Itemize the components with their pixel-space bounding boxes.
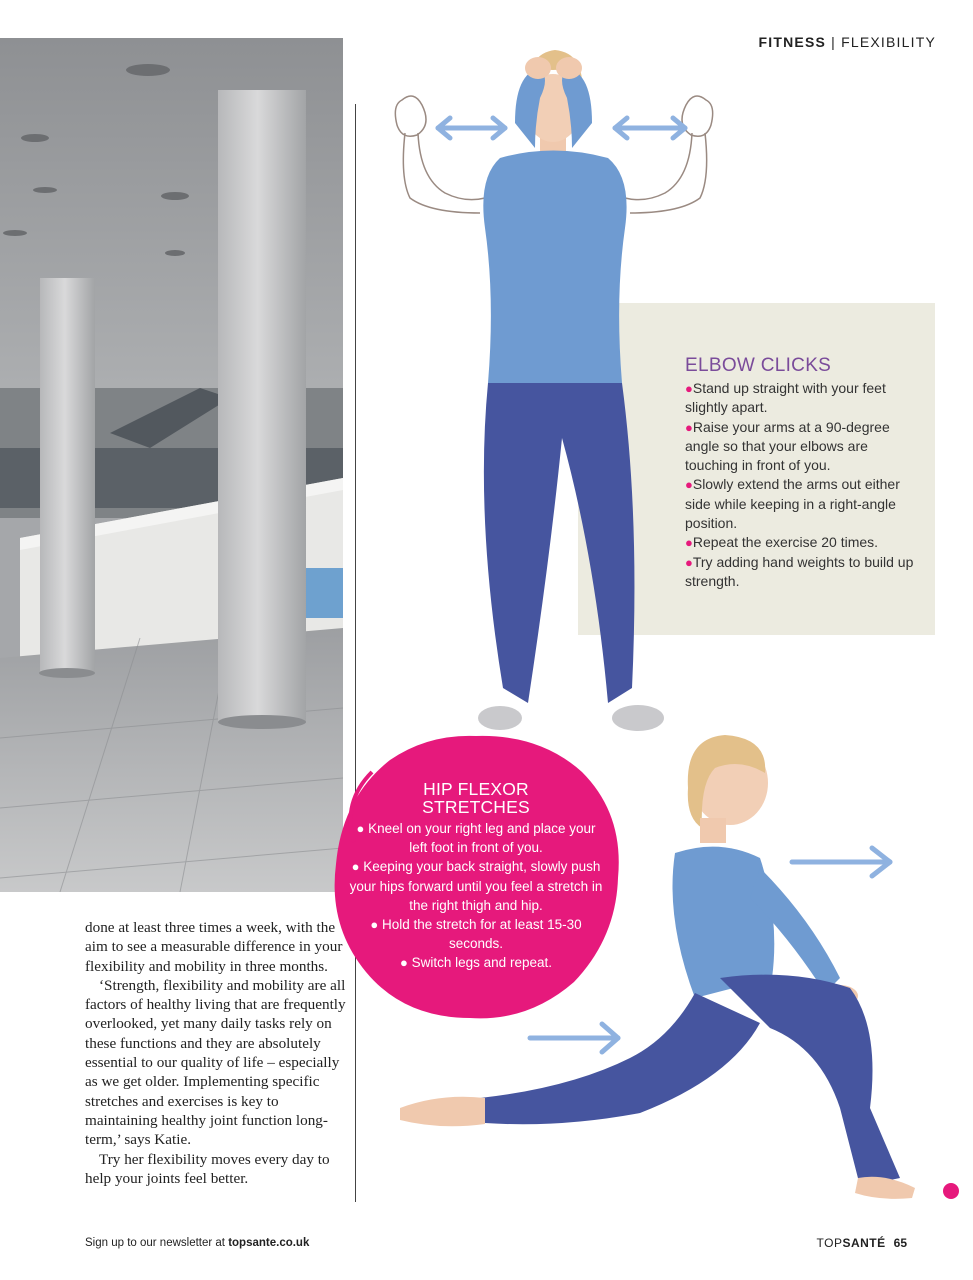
standing-woman-illustration (395, 50, 712, 731)
hip-flexor-steps (347, 819, 605, 973)
subsection-label: FLEXIBILITY (841, 34, 936, 50)
brand-name-part2: SANTÉ (842, 1236, 886, 1250)
elbow-clicks-title: ELBOW CLICKS (685, 355, 832, 376)
building-interior-photo (0, 38, 343, 892)
step-text: Try adding hand weights to build up strength. (685, 553, 914, 589)
step-text: Slowly extend the arms out either side while keeping in a right-angle position. (685, 476, 900, 532)
photo-image (0, 38, 343, 892)
bullet-icon: ● (685, 419, 693, 435)
hip-flexor-text (347, 780, 605, 973)
step-text: Stand up straight with your feet slightly apart. (685, 380, 886, 416)
bullet-icon: ● (400, 955, 408, 971)
step-text: Switch legs and repeat. (411, 955, 552, 971)
folio (817, 1236, 907, 1250)
body-paragraph: Try her flexibility moves every day to help your joints feel better. (85, 1150, 330, 1187)
brand-name-part1: TOP (816, 1236, 843, 1250)
page-number: 65 (893, 1236, 907, 1250)
newsletter-prefix: Sign up to our newsletter at (85, 1237, 229, 1249)
step-text: Keeping your back straight, slowly push your hips forward until you feel a stretch in the right thigh and hip. (349, 859, 603, 913)
hip-flexor-title-line2: STRETCHES (422, 797, 530, 817)
header-separator: | (826, 34, 842, 50)
newsletter-link[interactable]: topsante.co.uk (228, 1237, 310, 1249)
bullet-icon: ● (351, 859, 360, 875)
illustration-canvas (340, 38, 973, 1238)
bullet-icon: ● (356, 821, 365, 836)
bullet-icon: ● (370, 917, 379, 933)
bullet-icon: ● (685, 381, 693, 396)
hip-flexor-title-line1: HIP FLEXOR (423, 779, 529, 799)
bullet-icon: ● (685, 535, 693, 551)
step-text: Hold the stretch for at least 15-30 seconds. (382, 917, 582, 952)
body-paragraph: done at least three times a week, with the aim to see a measurable difference in your flexibility and mobility in three months. (85, 919, 343, 975)
body-paragraph: ‘Strength, flexibility and mobility are all factors of healthy living that are frequently overlooked, yet many daily tasks rely on these functions and they are absolutely essential to our quality of life – especially as we get older. Implementing specific stretches and exercises is key to maintaining healthy joint function long-term,’ says Katie. (85, 976, 346, 1149)
newsletter-footer (85, 1237, 309, 1249)
step-text: Kneel on your right leg and place your left foot in front of you. (368, 821, 596, 856)
article-body (85, 918, 347, 1188)
page-tab-marker (943, 1183, 959, 1199)
bullet-icon: ● (685, 554, 693, 570)
hip-flexor-title (347, 780, 605, 816)
step-text: Repeat the exercise 20 times. (692, 534, 879, 551)
bullet-icon: ● (685, 477, 693, 493)
step-text: Raise your arms at a 90-degree angle so that your elbows are touching in front of you. (685, 418, 890, 474)
section-label: FITNESS (758, 34, 827, 50)
exercise-illustrations (340, 38, 973, 1238)
